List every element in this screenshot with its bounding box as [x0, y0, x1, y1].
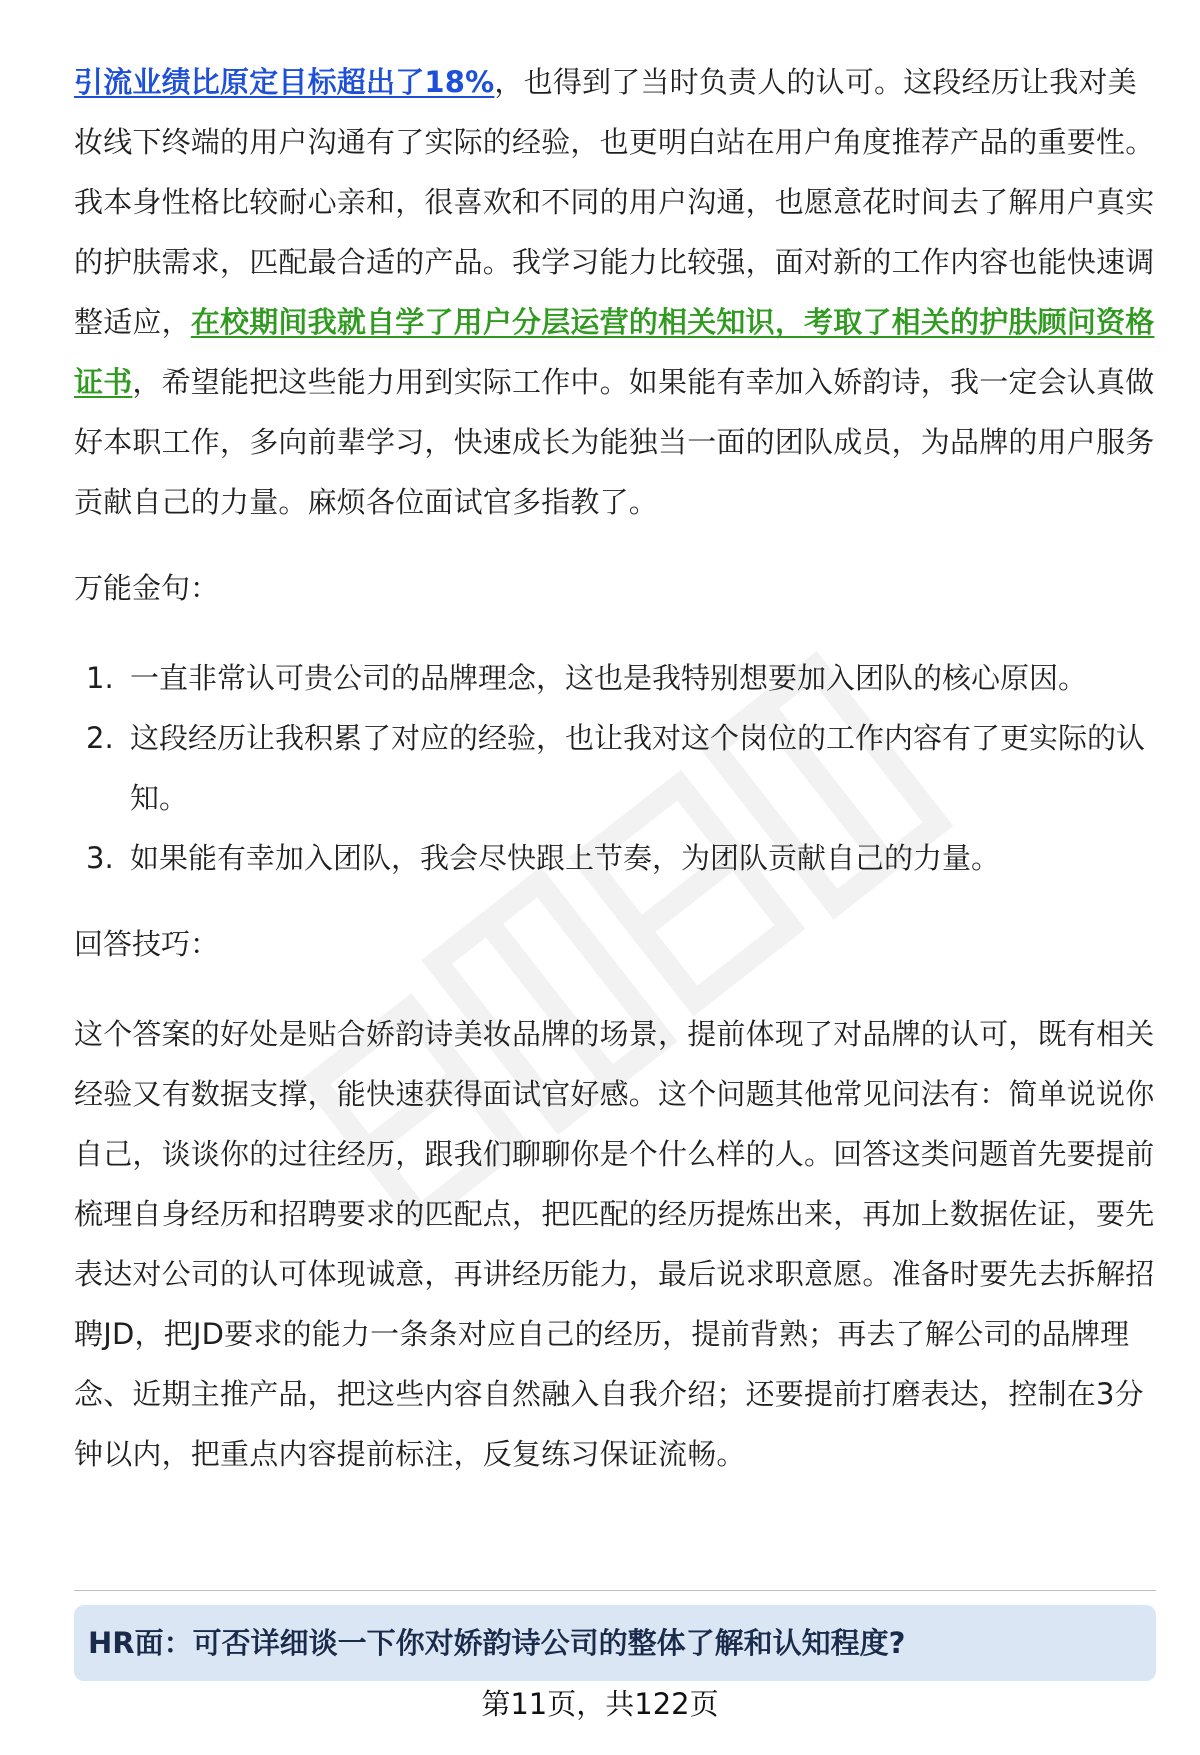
golden-sentences-list [74, 648, 1160, 888]
list-item [74, 708, 1160, 828]
personality-paragraph [74, 172, 1160, 532]
personality-text-start: 我本身性格比较耐心亲和，很喜欢和不同的用户沟通，也愿意花时间去了解用户真实的护肤需求，匹配最合适的产品。我学习能力比较强，面对新的工作内容也能快速调整适应， [74, 185, 1155, 339]
list-number: 1. [86, 661, 114, 695]
answer-tips-label: 回答技巧： [74, 927, 220, 961]
intro-paragraph [74, 52, 1160, 172]
list-item-text: 如果能有幸加入团队，我会尽快跟上节奏，为团队贡献自己的力量。 [130, 841, 1001, 875]
page-number: 第11页，共122页 [481, 1687, 719, 1721]
personality-text-end: ，希望能把这些能力用到实际工作中。如果能有幸加入娇韵诗，我一定会认真做好本职工作，多向前辈学习，快速成长为能独当一面的团队成员，为品牌的用户服务贡献自己的力量。麻烦各位面试官多指教了。 [74, 365, 1155, 519]
intro-text: ，也得到了当时负责人的认可。这段经历让我对美妆线下终端的用户沟通有了实际的经验，也更明白站在用户角度推荐产品的重要性。 [74, 65, 1155, 159]
list-item-text: 这段经历让我积累了对应的经验，也让我对这个岗位的工作内容有了更实际的认知。 [130, 721, 1146, 815]
golden-sentences-label: 万能金句： [74, 571, 220, 605]
answer-tips-paragraph: 这个答案的好处是贴合娇韵诗美妆品牌的场景，提前体现了对品牌的认可，既有相关经验又有数据支撑，能快速获得面试官好感。这个问题其他常见问法有：简单说说你自己，谈谈你的过往经历，跟我们聊聊你是个什么样的人。回答这类问题首先要提前梳理自身经历和招聘要求的匹配点，把匹配的经历提炼出来，再加上数据佐证，要先表达对公司的认可体现诚意，再讲经历能力，最后说求职意愿。准备时要先去拆解招聘JD，把JD要求的能力一条条对应自己的经历，提前背熟；再去了解公司的品牌理念、近期主推产品，把这些内容自然融入自我介绍；还要提前打磨表达，控制在3分钟以内，把重点内容提前标注，反复练习保证流畅。 [74, 1017, 1155, 1471]
main-content [74, 52, 1160, 1484]
section-divider [74, 1590, 1156, 1591]
highlight-performance: 引流业绩比原定目标超出了18% [74, 65, 495, 99]
list-item [74, 828, 1160, 888]
highlight-self-study: 在校期间我就自学了用户分层运营的相关知识，考取了相关的护肤顾问资格证书 [74, 305, 1155, 399]
list-number: 3. [86, 841, 114, 875]
list-item-text: 一直非常认可贵公司的品牌理念，这也是我特别想要加入团队的核心原因。 [130, 661, 1088, 695]
next-question-heading: HR面：可否详细谈一下你对娇韵诗公司的整体了解和认知程度? [88, 1626, 906, 1660]
list-item [74, 648, 1160, 708]
next-question-box [74, 1605, 1156, 1681]
list-number: 2. [86, 721, 114, 755]
